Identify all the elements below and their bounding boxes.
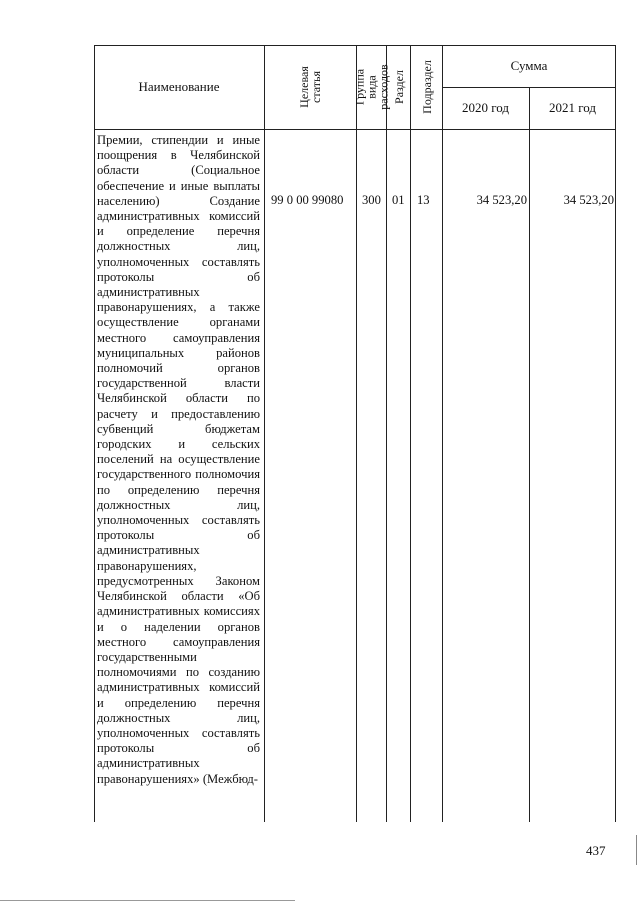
col-border <box>386 45 387 822</box>
page-number: 437 <box>586 843 606 858</box>
col-border <box>442 45 443 822</box>
header-section: Раздел <box>391 70 406 104</box>
col-border <box>264 45 265 822</box>
header-year-2020: 2020 год <box>462 100 509 115</box>
row-code: 99 0 00 99080 <box>271 193 344 207</box>
row-sum-2021: 34 523,20 <box>563 193 614 207</box>
col-border <box>615 45 616 822</box>
row-subsection: 13 <box>417 193 430 207</box>
row-section: 01 <box>392 193 405 207</box>
col-border <box>410 45 411 822</box>
header-target-article: Целевая статья <box>297 66 323 108</box>
header-name: Наименование <box>138 79 220 94</box>
col-border <box>356 45 357 822</box>
footer-line <box>0 900 295 901</box>
budget-table <box>94 45 616 822</box>
row-sum-2020: 34 523,20 <box>476 193 527 207</box>
header-subsection: Подраздел <box>419 60 434 114</box>
col-border <box>529 87 530 822</box>
header-year-2021: 2021 год <box>549 100 596 115</box>
row-description: Премии, стипендии и иные поощрения в Челябинской области (Социальное обеспечение и иные выплаты населению) Создание административных комиссий и определение перечня должностных лиц, уполномоченных составлять протоколы об административных правонарушениях, а также осуществление органами местного самоуправления муниципальных районов полномочий органов государственной власти Челябинской области по расчету и предоставлению субвенций бюджетам городских и сельских поселений на осуществление государственного полномочия по определению перечня должностных лиц, уполномоченных составлять протоколы об административных правонарушениях, предусмотренных Законом Челябинской области «Об административных комиссиях и о наделении органов местного самоуправления государственными полномочиями по созданию административных комиссий и определению перечня должностных лиц, уполномоченных составлять протоколы об административных правонарушениях» (Межбюд- <box>97 133 260 786</box>
header-sum: Сумма <box>510 58 548 73</box>
row-group: 300 <box>362 193 381 207</box>
col-border <box>94 45 95 822</box>
header-bottom-border <box>94 129 616 130</box>
header-expense-group: Группа вида расходов <box>352 64 391 110</box>
scan-mark <box>636 835 637 865</box>
